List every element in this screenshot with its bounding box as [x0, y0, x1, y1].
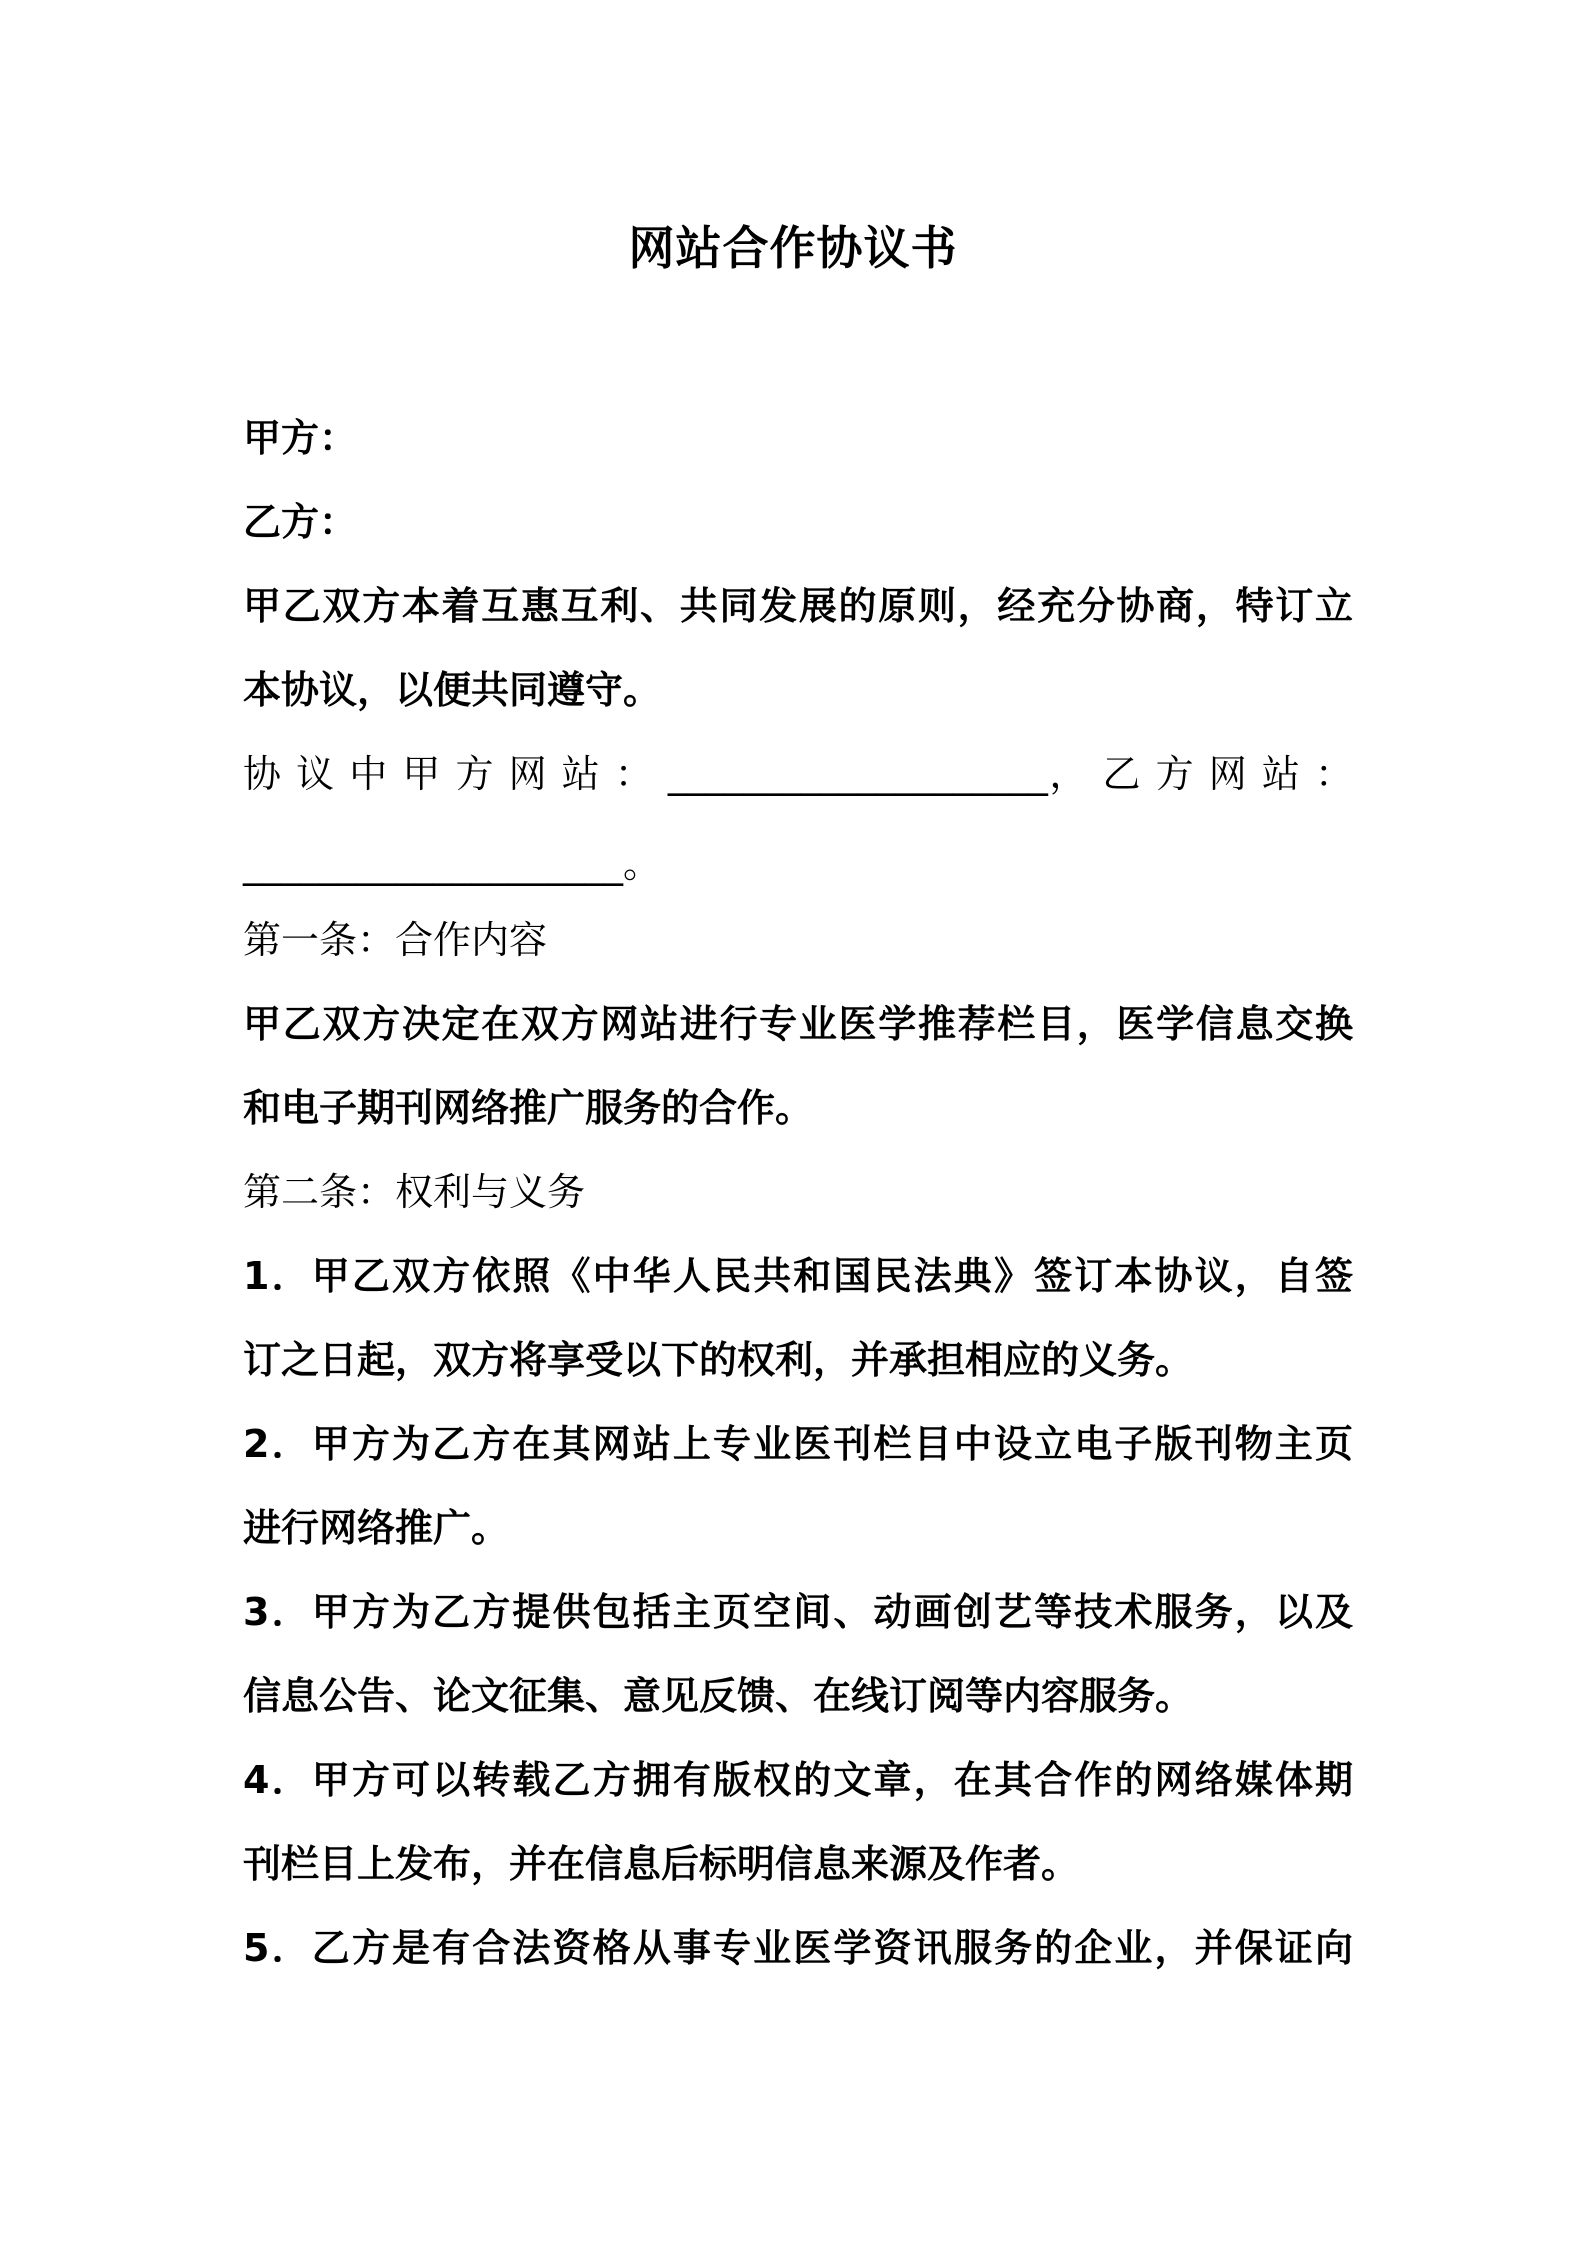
- article-2-heading: 第二条：权利与义务: [243, 1170, 586, 1214]
- intro-paragraph-line-1: 甲乙双方本着互惠互利、共同发展的原则，经充分协商，特订立: [243, 584, 1353, 628]
- item-4-line-1: 4．甲方可以转载乙方拥有版权的文章，在其合作的网络媒体期: [243, 1758, 1353, 1802]
- websites-line-2: ____________________。: [243, 842, 662, 886]
- item-2-line-1: 2．甲方为乙方在其网站上专业医刊栏目中设立电子版刊物主页: [243, 1422, 1353, 1466]
- item-1-line-1: 1．甲乙双方依照《中华人民共和国民法典》签订本协议，自签: [243, 1254, 1353, 1298]
- article-1-paragraph-line-1: 甲乙双方决定在双方网站进行专业医学推荐栏目，医学信息交换: [243, 1002, 1353, 1046]
- item-2-line-2: 进行网络推广。: [243, 1506, 510, 1550]
- article-1-heading: 第一条：合作内容: [243, 918, 548, 962]
- item-3-line-2: 信息公告、论文征集、意见反馈、在线订阅等内容服务。: [243, 1674, 1194, 1718]
- item-5-line-1: 5．乙方是有合法资格从事专业医学资讯服务的企业，并保证向: [243, 1926, 1353, 1970]
- intro-paragraph-line-2: 本协议，以便共同遵守。: [243, 668, 662, 712]
- party-a-label: 甲方：: [243, 416, 358, 460]
- page-title: 网站合作协议书: [628, 221, 958, 275]
- item-4-line-2: 刊栏目上发布，并在信息后标明信息来源及作者。: [243, 1842, 1080, 1886]
- item-1-line-2: 订之日起，双方将享受以下的权利，并承担相应的义务。: [243, 1338, 1194, 1382]
- party-b-label: 乙方：: [243, 500, 358, 544]
- item-3-line-1: 3．甲方为乙方提供包括主页空间、动画创艺等技术服务，以及: [243, 1590, 1353, 1634]
- article-1-paragraph-line-2: 和电子期刊网络推广服务的合作。: [243, 1086, 814, 1130]
- websites-line-1: 协 议 中 甲 方 网 站 ： ____________________， 乙 方 网 站 ：: [243, 752, 1353, 796]
